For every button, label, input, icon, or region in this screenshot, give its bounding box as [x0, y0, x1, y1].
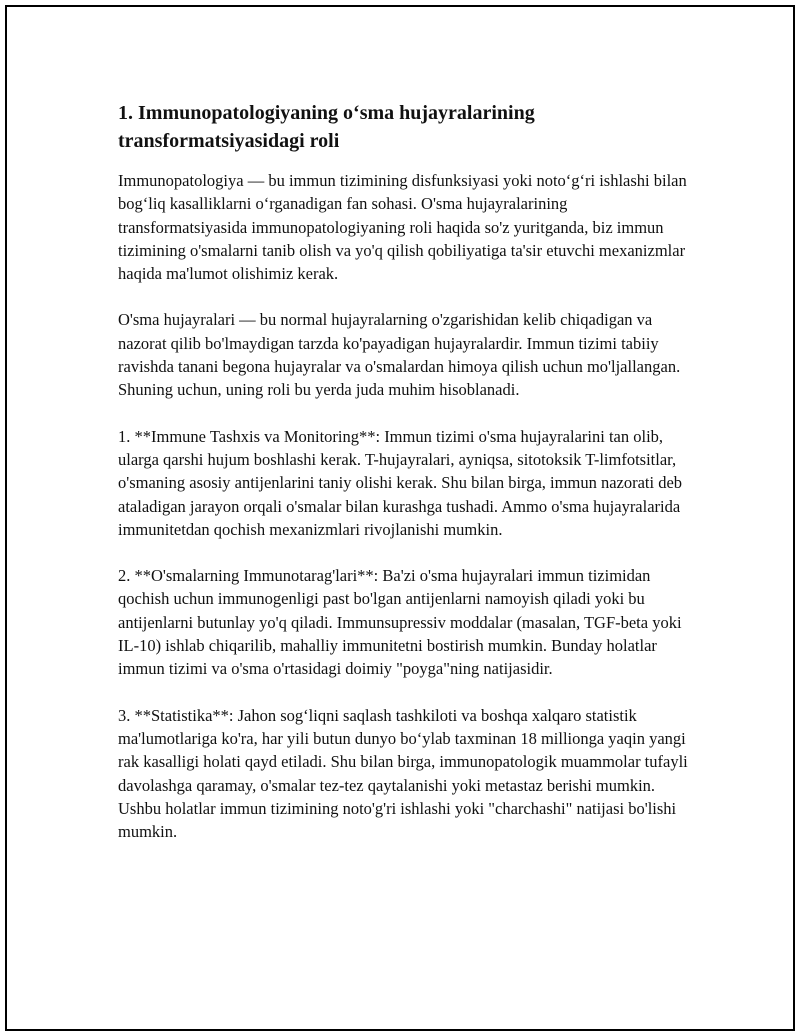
- paragraph-intro: Immunopatologiya — bu immun tizimining disfunksiyasi yoki noto‘g‘ri ishlashi bilan bog‘liq kasalliklarni o‘rganadigan fan sohasi. O'sma hujayralarining transformatsiyasida immunopatologiyaning roli haqida so'z yuritganda, biz immun tizimining o'smalarni tanib olish va yo'q qilish qobiliyatiga ta'sir etuvchi mexanizmlar haqida ma'lumot olishimiz kerak.: [118, 171, 687, 284]
- paragraph-tumor-cells: O'sma hujayralari — bu normal hujayralarning o'zgarishidan kelib chiqadigan va nazorat qilib bo'lmaydigan tarzda ko'payadigan hujayralardir. Immun tizimi tabiiy ravishda tanani begona hujayralar va o'smalardan himoya qilish uchun mo'ljallangan. Shuning uchun, uning roli bu yerda juda muhim hisoblanadi.: [118, 310, 681, 400]
- document-title: 1. Immunopatologiyaning o‘sma hujayralarining transformatsiyasidagi roli: [118, 102, 535, 152]
- paragraph-point-1: 1. **Immune Tashxis va Monitoring**: Immun tizimi o'sma hujayralarini tan olib, ularga qarshi hujum boshlashi kerak. T-hujayralari, ayniqsa, sitotoksik T-limfotsitlar, o'smaning asosiy antijenlarini taniy olishi kerak. Shu bilan birga, immun nazorati deb ataladigan jarayon orqali o'smalar bilan kurashga tushadi. Ammo o'sma hujayralarida immunitetdan qochish mexanizmlari rivojlanishi mumkin.: [118, 426, 683, 539]
- paragraph-point-3: 3. **Statistika**: Jahon sog‘liqni saqlash tashkiloti va boshqa xalqaro statistik ma'lumotlariga ko'ra, har yili butun dunyo bo‘ylab taxminan 18 millionga yaqin yangi rak kasalligi holati qayd etiladi. Shu bilan birga, immunopatologik muammolar tufayli davolashga qaramay, o'smalar tez-tez qaytalanishi yoki metastaz berishi mumkin. Ushbu holatlar immun tizimining noto'g'ri ishlashi yoki "charchashi" natijasi bo'lishi mumkin.: [118, 705, 688, 842]
- paragraph-point-2: 2. **O'smalarning Immunotarag'lari**: Ba'zi o'sma hujayralari immun tizimidan qochish uchun immunogenligi past bo'lgan antijenlarni namoyish qiladi yoki bu antijenlarni butunlay yo'q qiladi. Immunsupressiv moddalar (masalan, TGF-beta yoki IL-10) ishlab chiqarilib, mahalliy immunitetni bostirish mumkin. Bunday holatlar immun tizimi va o'sma o'rtasidagi doimiy "poyga"ning natijasidir.: [118, 566, 682, 679]
- page-frame: [5, 5, 795, 1031]
- document-body: [118, 99, 696, 866]
